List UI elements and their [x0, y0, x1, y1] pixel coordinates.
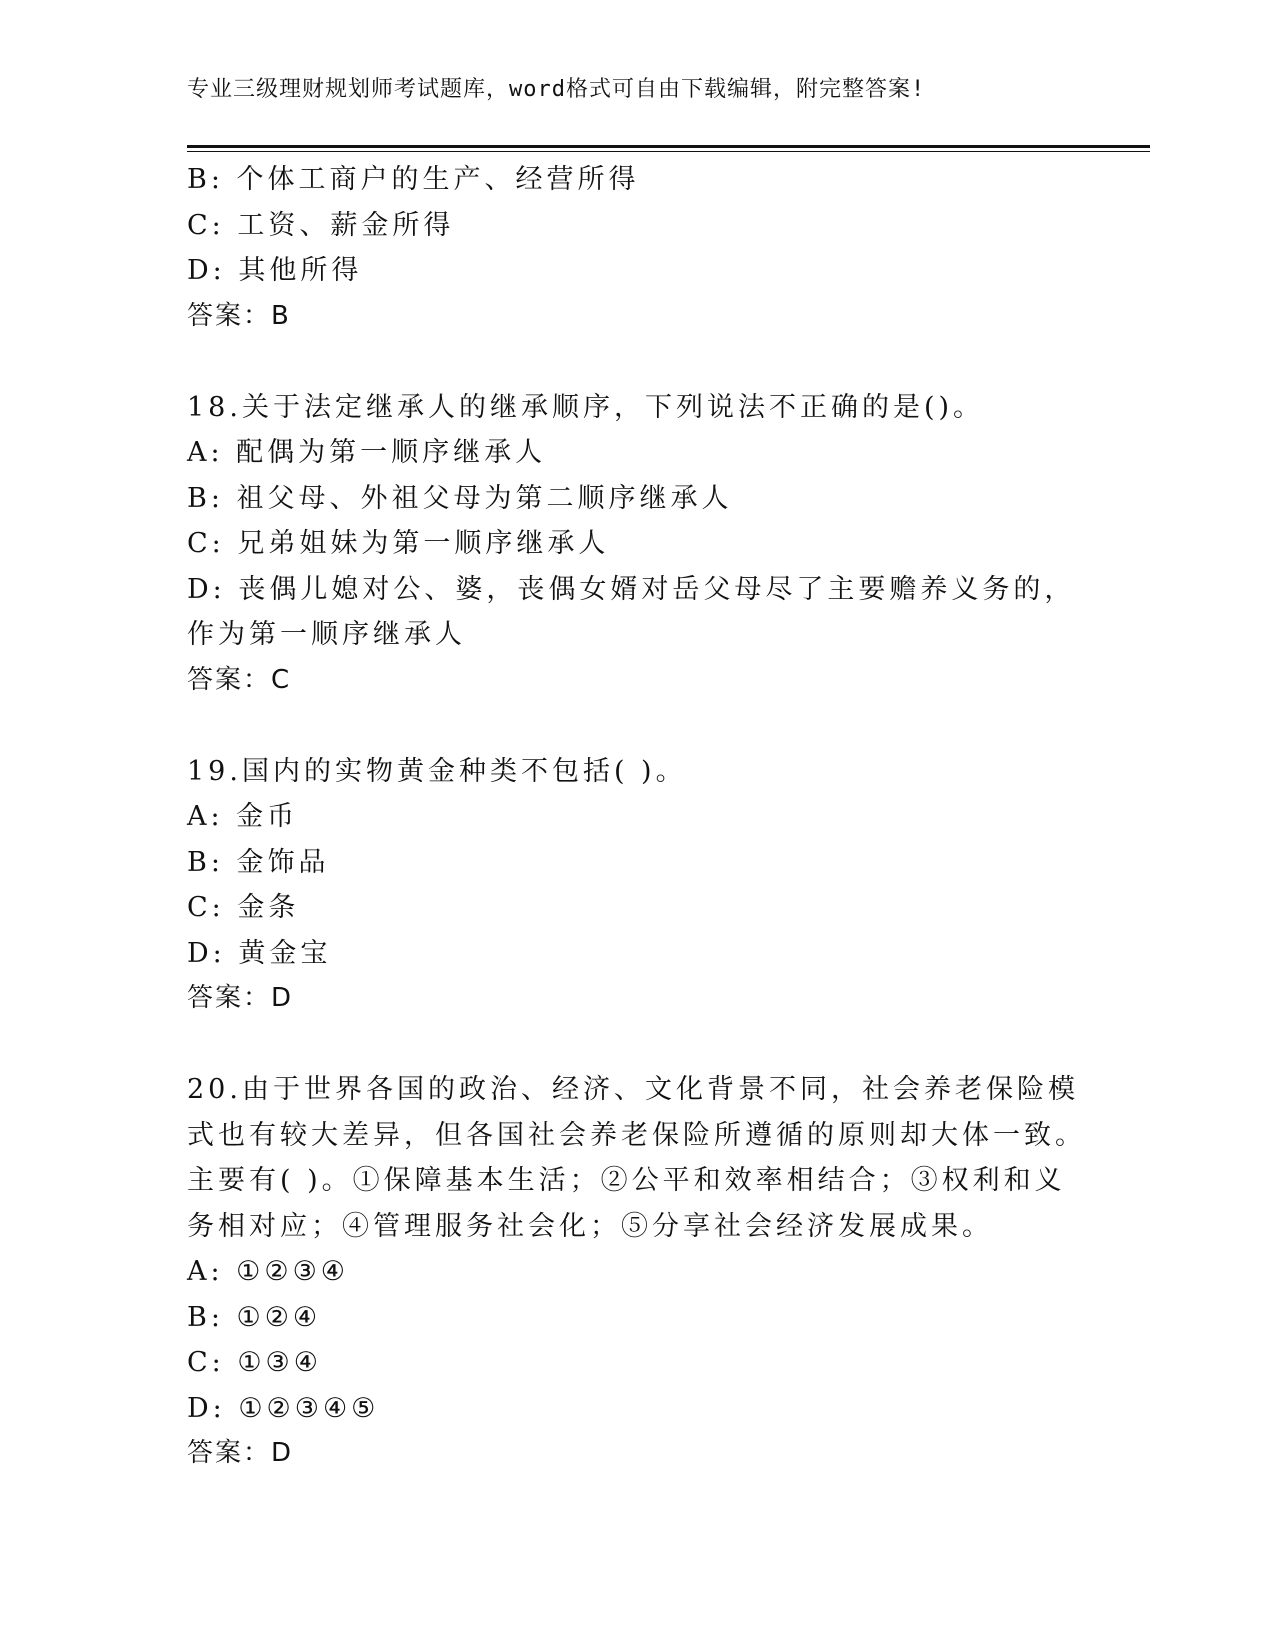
- q18-option-c: C: 兄弟姐妹为第一顺序继承人: [187, 528, 610, 559]
- q17-option-b: B: 个体工商户的生产、经营所得: [187, 164, 640, 195]
- q20-option-b: B: ①②④: [187, 1301, 322, 1333]
- q20-option-c: C: ①③④: [187, 1347, 322, 1378]
- header-divider-thin: [187, 151, 1150, 152]
- q18-option-d: D: 丧偶儿媳对公、婆，丧偶女婿对岳父母尽了主要赡养义务的，作为第一顺序继承人: [187, 573, 1076, 650]
- q18-stem: 18.关于法定继承人的继承顺序，下列说法不正确的是()。: [187, 391, 985, 423]
- q19-option-a: A: 金币: [187, 801, 299, 832]
- question-body: [187, 157, 1087, 1477]
- q19-option-b: B: 金饰品: [187, 846, 330, 878]
- q19-option-c: C: 金条: [187, 892, 300, 923]
- q18-option-a: A: 配偶为第一顺序继承人: [187, 437, 547, 468]
- q20-stem: 20.由于世界各国的政治、经济、文化背景不同，社会养老保险模式也有较大差异，但各国社会养老保险所遵循的原则却大体一致。主要有( )。①保障基本生活；②公平和效率相结合；③权利和义务相对应；④管理服务社会化；⑤分享社会经济发展成果。: [187, 1074, 1086, 1242]
- q20-option-a: A: ①②③④: [187, 1256, 349, 1287]
- q20-answer: 答案：D: [187, 1438, 294, 1468]
- q17-answer: 答案：B: [187, 300, 291, 331]
- q20-option-d: D: ①②③④⑤: [187, 1392, 380, 1424]
- q19-answer: 答案：D: [187, 983, 294, 1013]
- q18-answer: 答案：C: [187, 664, 292, 695]
- q17-option-d: D: 其他所得: [187, 255, 363, 286]
- q17-option-c: C: 工资、薪金所得: [187, 209, 455, 241]
- q18-option-b: B: 祖父母、外祖父母为第二顺序继承人: [187, 482, 733, 514]
- page-header: 专业三级理财规划师考试题库，word格式可自由下载编辑，附完整答案!: [187, 77, 926, 102]
- q19-stem: 19.国内的实物黄金种类不包括( )。: [187, 755, 687, 787]
- header-divider-thick: [187, 145, 1150, 148]
- q19-option-d: D: 黄金宝: [187, 937, 332, 969]
